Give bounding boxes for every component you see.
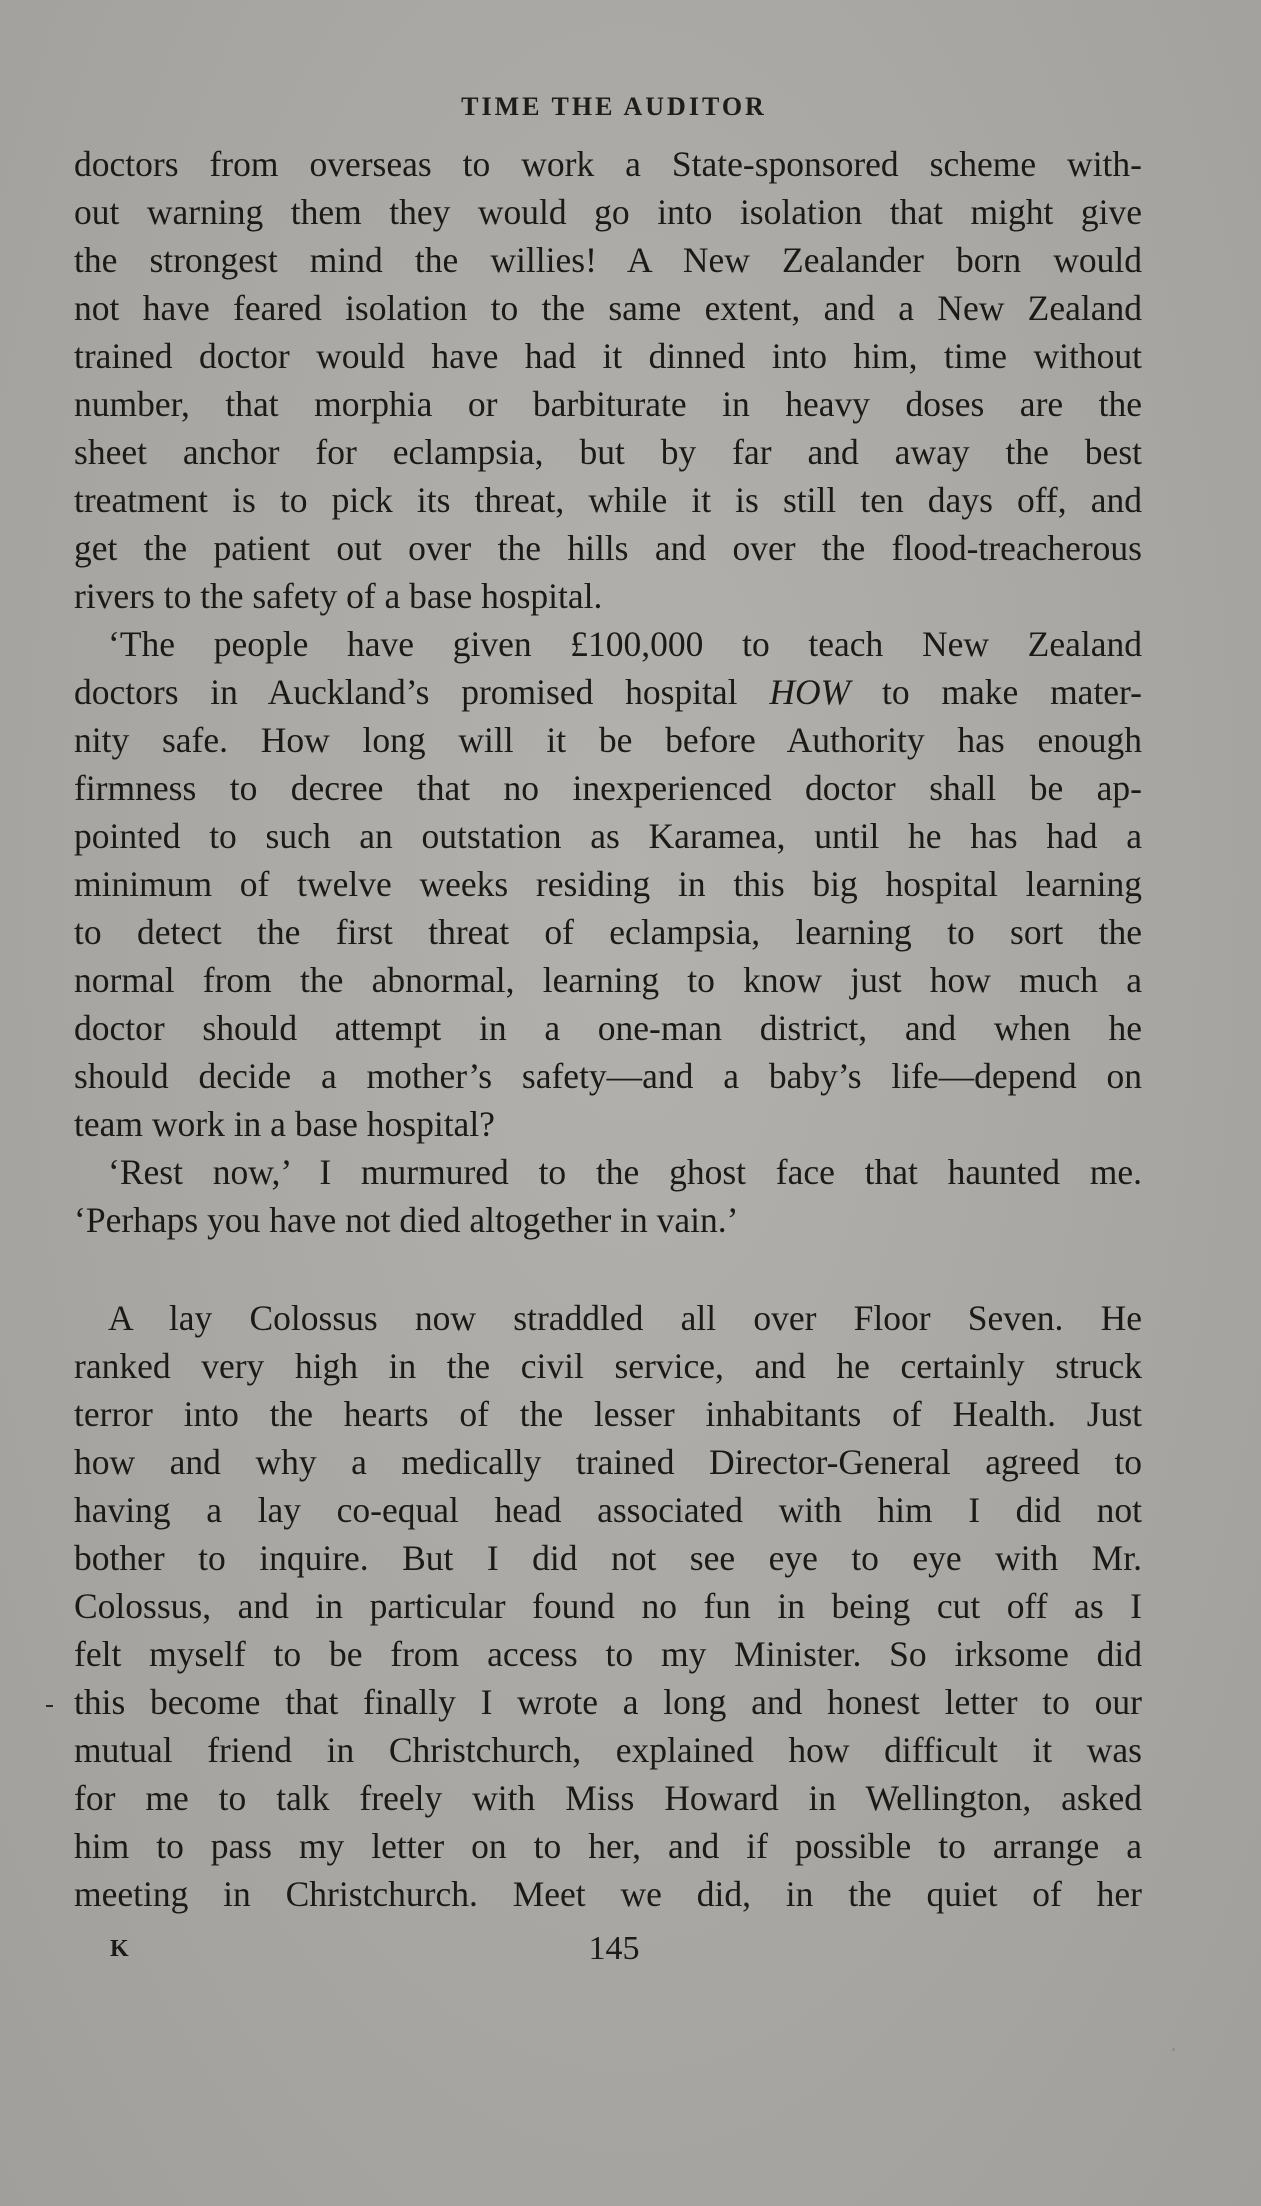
text-line: meeting in Christchurch. Meet we did, in the quiet of her (74, 1874, 1142, 1914)
paragraph-2 (74, 620, 1142, 1148)
text-line: mutual friend in Christchurch, explained how difficult it was (74, 1730, 1142, 1770)
text-line: out warning them they would go into isolation that might give (74, 192, 1142, 232)
text-line: number, that morphia or barbiturate in heavy doses are the (74, 384, 1142, 424)
text-line: ‘Rest now,’ I murmured to the ghost face that haunted me. (108, 1152, 1142, 1192)
text-line-with-emphasis (74, 668, 1142, 716)
text-line: treatment is to pick its threat, while it is still ten days off, and (74, 480, 1142, 520)
text-line: ranked very high in the civil service, and he certainly struck (74, 1346, 1142, 1386)
text-line: pointed to such an outstation as Karamea, until he has had a (74, 816, 1142, 856)
text-line: Colossus, and in particular found no fun in being cut off as I (74, 1586, 1142, 1626)
text-line: firmness to decree that no inexperienced doctor shall be ap- (74, 768, 1142, 808)
running-head: TIME THE AUDITOR (461, 92, 767, 121)
text-line: for me to talk freely with Miss Howard in Wellington, asked (74, 1778, 1142, 1818)
paper-speck (1172, 2048, 1175, 2051)
paragraph-4 (74, 1294, 1142, 1918)
text-line: doctors from overseas to work a State-sponsored scheme with- (74, 144, 1142, 184)
text-line: rivers to the safety of a base hospital. (74, 576, 603, 616)
paragraph-3 (74, 1148, 1142, 1244)
body-text (74, 140, 1142, 1918)
text-line: terror into the hearts of the lesser inhabitants of Health. Just (74, 1394, 1142, 1434)
text-line: ‘The people have given £100,000 to teach New Zealand (108, 624, 1142, 664)
text-line: felt myself to be from access to my Minister. So irksome did (74, 1634, 1142, 1674)
text-line: not have feared isolation to the same extent, and a New Zealand (74, 288, 1142, 328)
section-break (74, 1244, 1142, 1294)
text-line: bother to inquire. But I did not see eye to eye with Mr. (74, 1538, 1142, 1578)
text-line: get the patient out over the hills and over the flood-treacherous (74, 528, 1142, 568)
text-line: A lay Colossus now straddled all over Floor Seven. He (108, 1298, 1142, 1338)
text-line: doctor should attempt in a one-man district, and when he (74, 1008, 1142, 1048)
signature-mark: K (110, 1936, 130, 1962)
emphasis-how: HOW (769, 672, 851, 712)
text-line: normal from the abnormal, learning to know just how much a (74, 960, 1142, 1000)
margin-mark (46, 1705, 53, 1707)
text-line: team work in a base hospital? (74, 1104, 495, 1144)
text-line: trained doctor would have had it dinned into him, time without (74, 336, 1142, 376)
text-line: the strongest mind the willies! A New Zealander born would (74, 240, 1142, 280)
text-line: nity safe. How long will it be before Authority has enough (74, 720, 1142, 760)
text-line: him to pass my letter on to her, and if possible to arrange a (74, 1826, 1142, 1866)
text-line: having a lay co-equal head associated with him I did not (74, 1490, 1142, 1530)
paragraph-1 (74, 140, 1142, 620)
text-segment: doctors in Auckland’s promised hospital (74, 672, 738, 712)
text-line: to detect the first threat of eclampsia, learning to sort the (74, 912, 1142, 952)
text-line: ‘Perhaps you have not died altogether in vain.’ (74, 1200, 739, 1240)
text-line: should decide a mother’s safety—and a baby’s life—depend on (74, 1056, 1142, 1096)
text-line: minimum of twelve weeks residing in this big hospital learning (74, 864, 1142, 904)
page-number: 145 (588, 1930, 640, 1967)
text-line: this become that finally I wrote a long and honest letter to our (74, 1682, 1142, 1722)
text-segment: to make mater- (882, 672, 1142, 712)
text-line: sheet anchor for eclampsia, but by far and away the best (74, 432, 1142, 472)
text-line: how and why a medically trained Director-General agreed to (74, 1442, 1142, 1482)
